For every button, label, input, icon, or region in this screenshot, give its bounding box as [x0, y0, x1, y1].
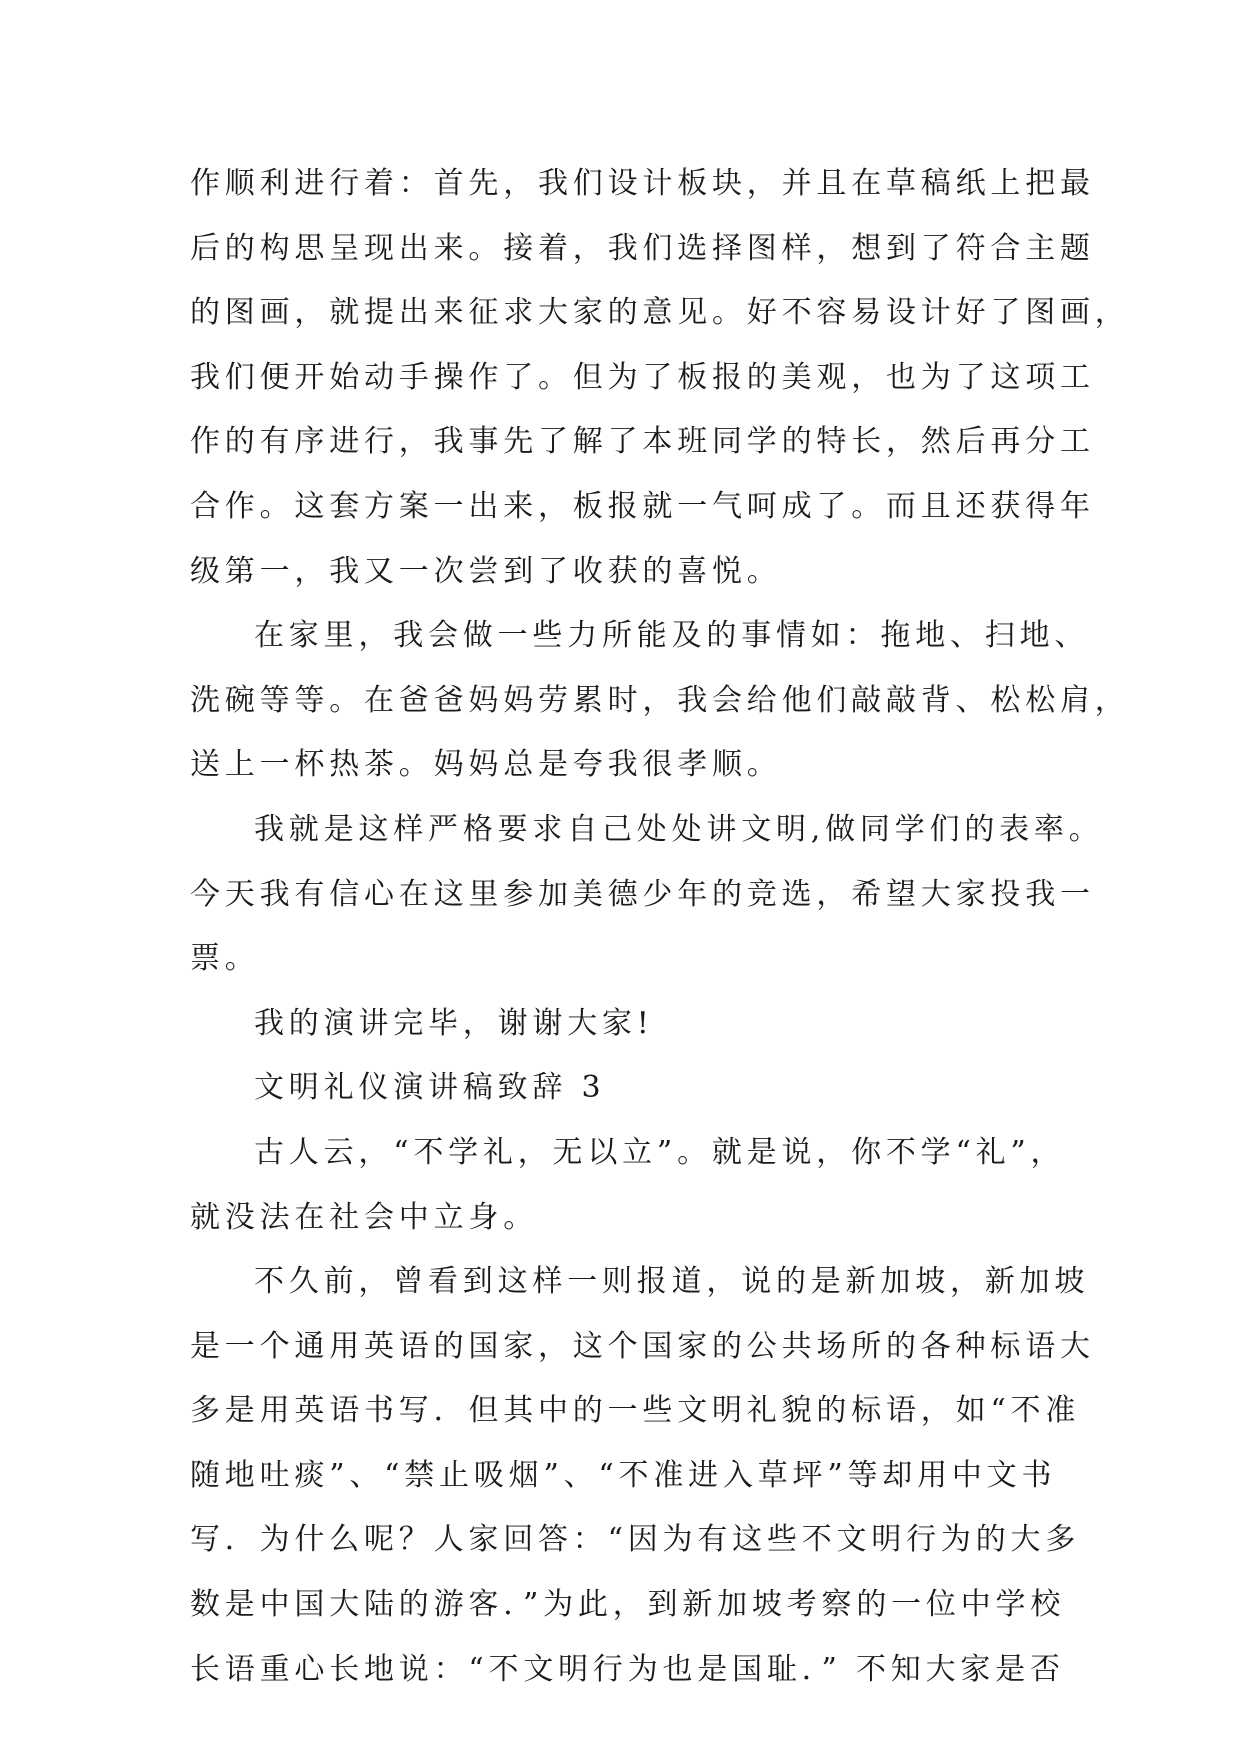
text-line: 是一个通用英语的国家，这个国家的公共场所的各种标语大	[190, 1328, 1095, 1364]
text-line: 的图画，就提出来征求大家的意见。好不容易设计好了图画，	[190, 295, 1130, 331]
text-line: 就没法在社会中立身。	[190, 1199, 538, 1235]
text-line: 作的有序进行，我事先了解了本班同学的特长，然后再分工	[190, 424, 1095, 460]
text-line: 在家里，我会做一些力所能及的事情如：拖地、扫地、	[254, 618, 1090, 654]
text-line: 级第一，我又一次尝到了收获的喜悦。	[190, 553, 782, 589]
text-line: 票。	[190, 941, 260, 977]
text-line: 合作。这套方案一出来，板报就一气呵成了。而且还获得年	[190, 488, 1095, 524]
text-line: 后的构思呈现出来。接着，我们选择图样，想到了符合主题	[190, 230, 1095, 266]
text-line: 写．为什么呢？人家回答：“因为有这些不文明行为的大多	[190, 1522, 1081, 1558]
paragraph-2	[190, 604, 1130, 798]
text-line: 长语重心长地说：“不文明行为也是国耻．” 不知大家是否	[190, 1651, 1065, 1687]
heading-line: 文明礼仪演讲稿致辞 3	[254, 1070, 606, 1106]
text-line: 我就是这样严格要求自己处处讲文明,做同学们的表率。	[254, 811, 1104, 847]
text-line: 随地吐痰”、“禁止吸烟”、“不准进入草坪”等却用中文书	[190, 1457, 1057, 1493]
paragraph-4	[190, 992, 1058, 1057]
text-line: 古人云，“不学礼，无以立”。就是说，你不学“礼”，	[254, 1134, 1066, 1170]
text-line: 数是中国大陆的游客．”为此，到新加坡考察的一位中学校	[190, 1587, 1066, 1623]
text-line: 作顺利进行着：首先，我们设计板块，并且在草稿纸上把最	[190, 166, 1095, 201]
text-line: 洗碗等等。在爸爸妈妈劳累时，我会给他们敲敲背、松松肩，	[190, 682, 1130, 718]
document-body	[190, 152, 1130, 1702]
section-heading	[190, 1056, 1058, 1121]
text-line: 送上一杯热茶。妈妈总是夸我很孝顺。	[190, 747, 782, 783]
paragraph-7	[190, 1250, 1095, 1702]
text-line: 我的演讲完毕，谢谢大家!	[254, 1005, 654, 1041]
paragraph-1	[190, 152, 1130, 604]
text-line: 我们便开始动手操作了。但为了板报的美观，也为了这项工	[190, 359, 1095, 395]
text-line: 不久前，曾看到这样一则报道，说的是新加坡，新加坡	[254, 1264, 1090, 1300]
paragraph-6	[190, 1121, 1066, 1250]
text-line: 今天我有信心在这里参加美德少年的竞选，希望大家投我一	[190, 876, 1095, 912]
text-line: 多是用英语书写．但其中的一些文明礼貌的标语，如“不准	[190, 1393, 1081, 1429]
paragraph-3	[190, 798, 1104, 992]
